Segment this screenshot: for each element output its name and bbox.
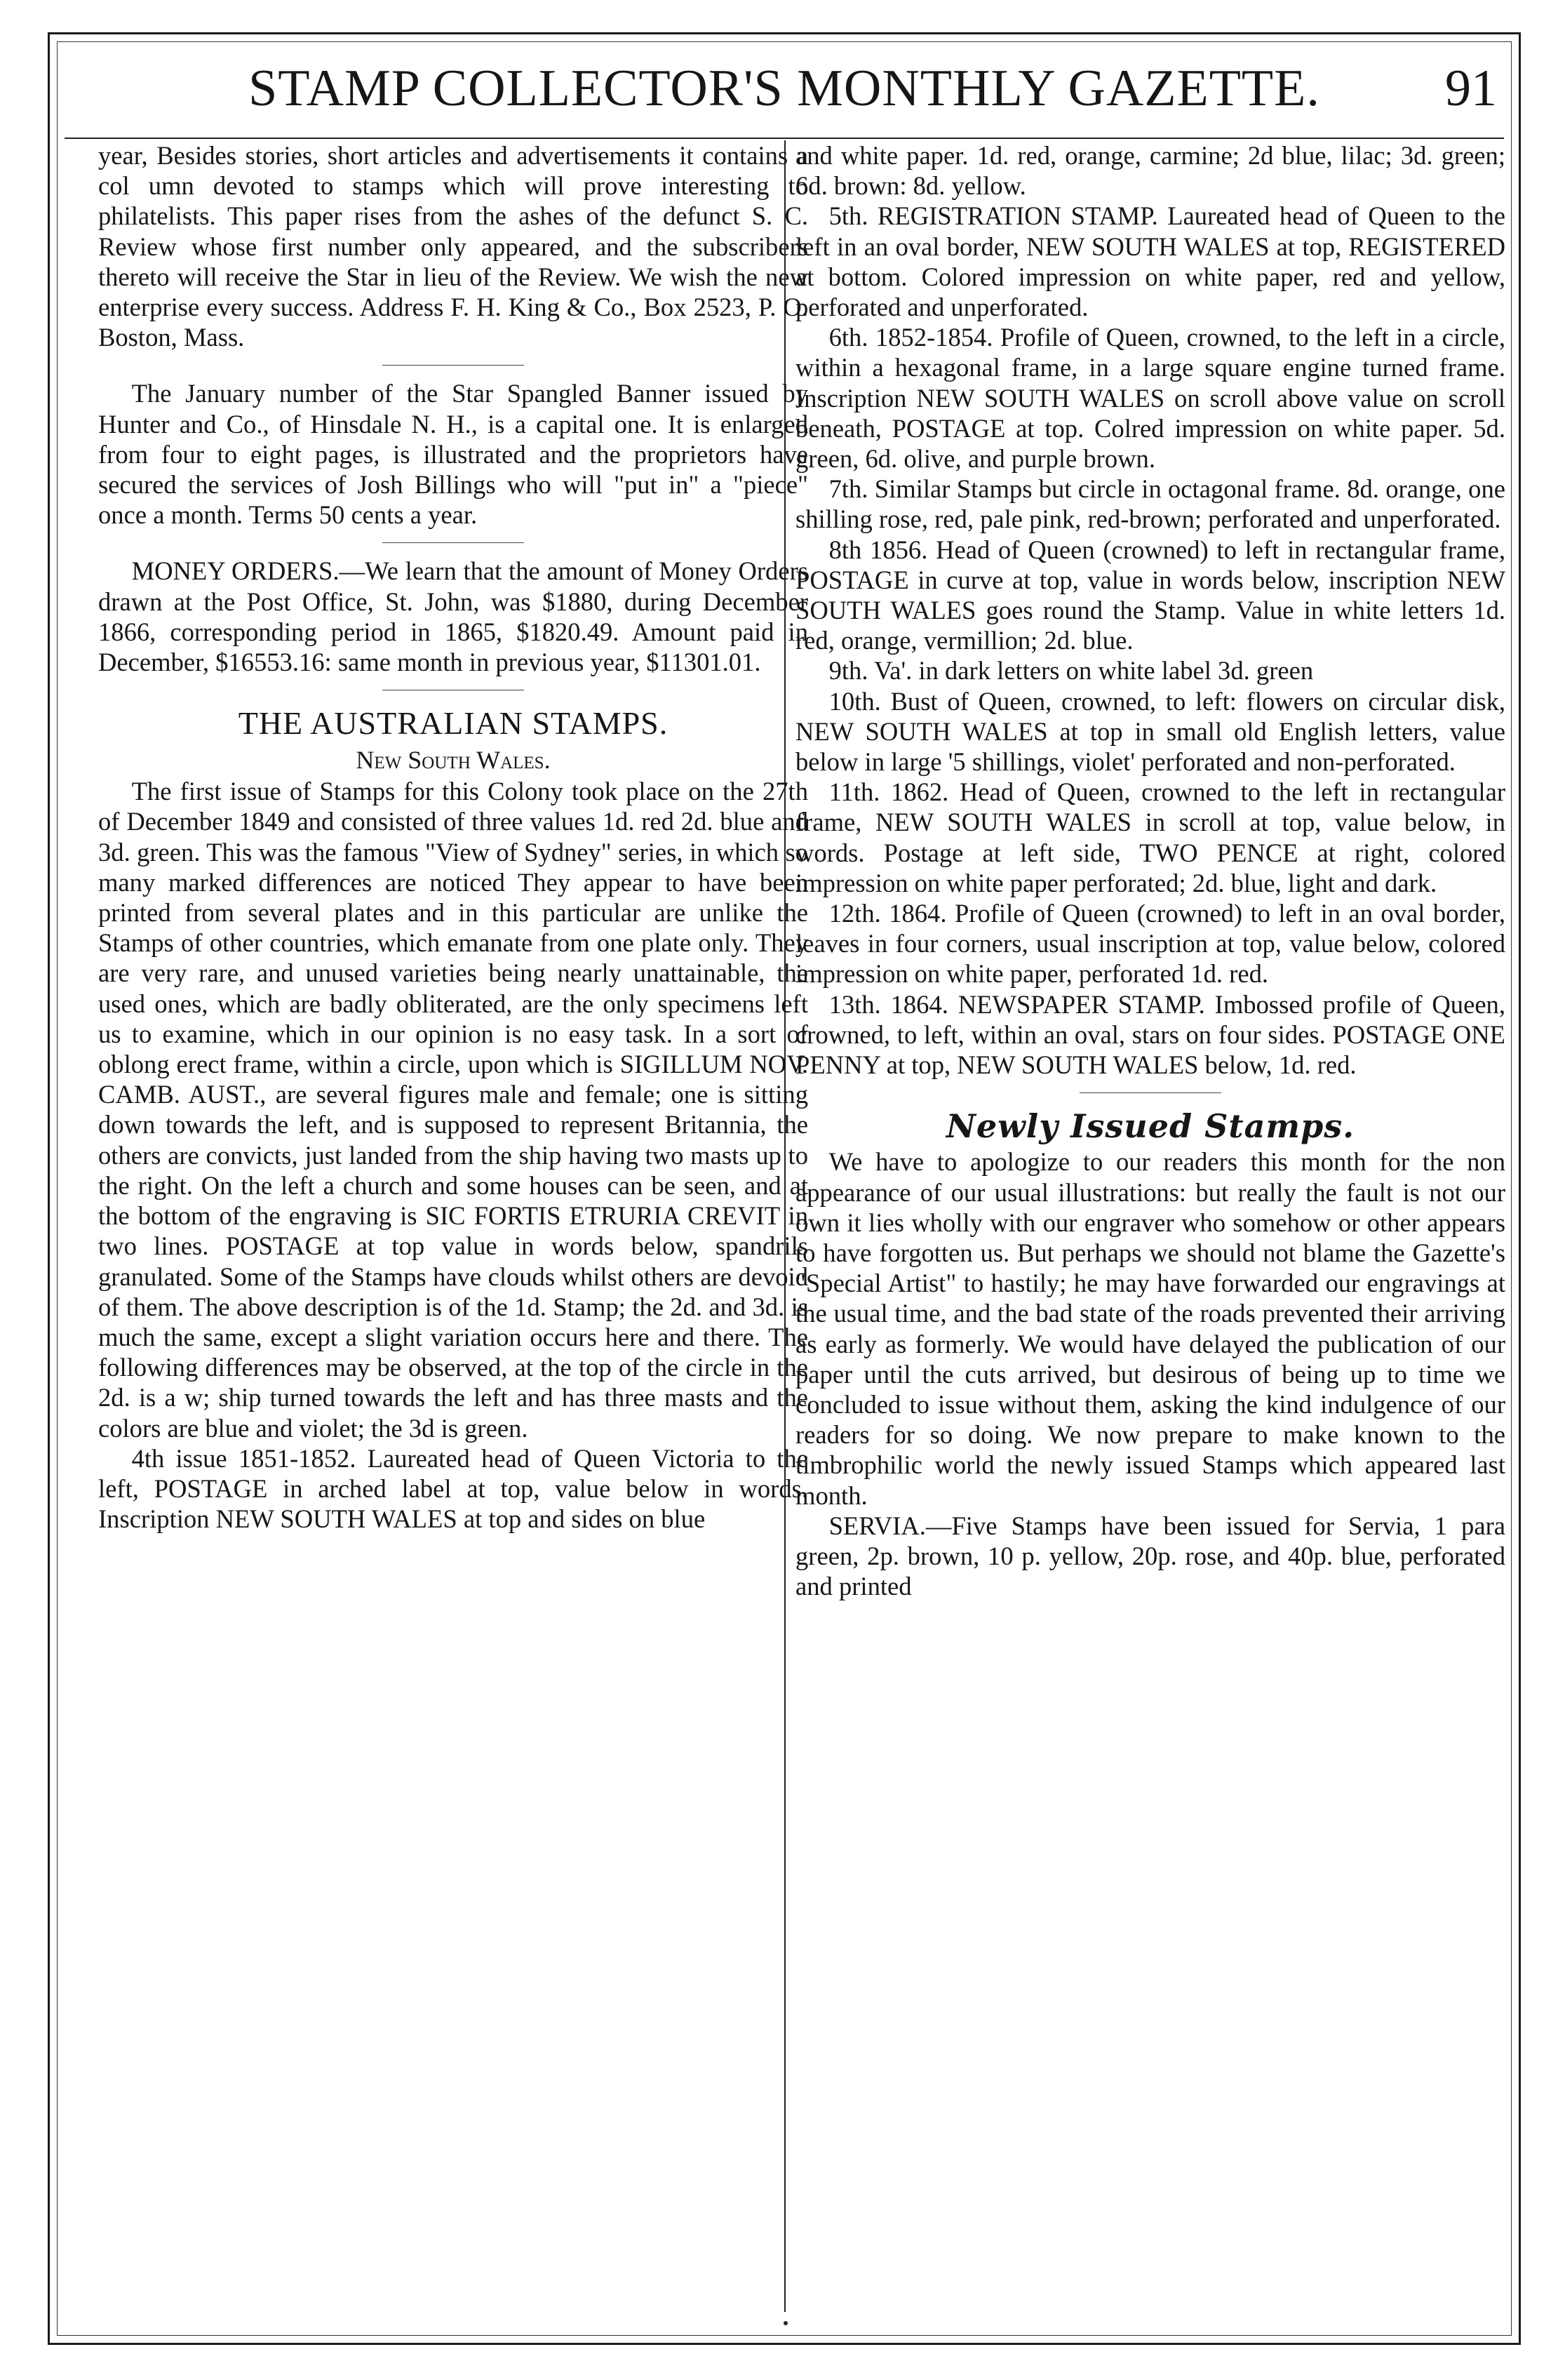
article-servia: SERVIA.—Five Stamps have been issued for Servia, 1 para green, 2p. brown, 10 p. yellow, 20p. rose, and 40p. blue, perforated and printed (795, 1511, 1505, 1601)
issue-11th: 11th. 1862. Head of Queen, crowned to the left in rectangular frame, NEW SOUTH WALES in scroll at top, value below, in words. Postage at left side, TWO PENCE at right, colored impression on white paper perforated; 2d. blue, light and dark. (795, 777, 1505, 897)
issue-6th: 6th. 1852-1854. Profile of Queen, crowned, to the left in a circle, within a hexagonal frame, in a large square engine turned frame. Inscription NEW SOUTH WALES on scroll above value on scroll beneath, POSTAGE at top. Colred impression on white paper. 5d. green, 6d. olive, and purple brown. (795, 323, 1505, 474)
issue-9th: 9th. Va'. in dark letters on white label 3d. green (828, 656, 1314, 686)
section-subtitle-new-south-wales: New South Wales. (356, 746, 551, 775)
article-fourth-issue: 4th issue 1851-1852. Laureated head of Queen Victoria to the left, POSTAGE in arched label at top, value below in words. Inscription NEW SOUTH WALES at top and sides on blue (98, 1443, 808, 1534)
issue-10th: 10th. Bust of Queen, crowned, to left: flowers on circular disk, NEW SOUTH WALES at top in small old English letters, value below in large '5 shillings, violet' perforated and non-perforated. (795, 686, 1505, 777)
issue-list-continued: and white paper. 1d. red, orange, carmine; 2d blue, lilac; 3d. green; 6d. brown: 8d. yellow. (795, 141, 1505, 201)
issue-13th-newspaper: 13th. 1864. NEWSPAPER STAMP. Imbossed profile of Queen, crowned, to left, within an oval, stars on four sides. POSTAGE ONE PENNY at top, NEW SOUTH WALES below, 1d. red. (795, 989, 1505, 1080)
issue-8th: 8th 1856. Head of Queen (crowned) to left in rectangular frame, POSTAGE in curve at top, value in words below, inscription NEW SOUTH WALES goes round the Stamp. Value in white letters 1d. red, orange, vermillion; 2d. blue. (795, 535, 1505, 655)
article-star-spangled-banner: The January number of the Star Spangled Banner issued by Hunter and Co., of Hinsdale N. H., is a capital one. It is enlarged from four to eight pages, is illustrated and the proprietors have secured the services of Josh Billings who will "put in" a "piece" once a month. Terms 50 cents a year. (98, 379, 808, 530)
page-header (65, 49, 1504, 140)
page-title: STAMP COLLECTOR'S MONTHLY GAZETTE. (248, 60, 1320, 117)
left-column (98, 140, 808, 2312)
issue-5th-registration: 5th. REGISTRATION STAMP. Laureated head of Queen to the left in an oval border, NEW SOUTH WALES at top, REGISTERED at bottom. Colored impression on white paper, red and yellow, perforated and unperforated. (795, 201, 1505, 322)
article-first-issue: The first issue of Stamps for this Colony took place on the 27th of December 1849 and consisted of three values 1d. red 2d. blue and 3d. green. This was the famous "View of Sydney" series, in which so many marked differences are noticed They appear to have been printed from several plates and in this particular are unlike the Stamps of other countries, which emanate from one plate only. They are very rare, and unused varieties being nearly unattainable, the used ones, which are badly obliterated, are the only specimens left us to examine, which in our opinion is no easy task. In a sort of oblong erect frame, within a circle, upon which is SIGILLUM NOV. CAMB. AUST., are several figures male and female; one is sitting down towards the left, and is supposed to represent Britannia, the others are convicts, just landed from the ship having two masts up to the right. On the left a church and some houses can be seen, and at the bottom of the engraving is SIC FORTIS ETRURIA CREVIT in two lines. POSTAGE at top value in words below, spandrils granulated. Some of the Stamps have clouds whilst others are devoid of them. The above description is of the 1d. Stamp; the 2d. and 3d. is much the same, except a slight variation occurs here and there. The following differences may be observed, at the top of the circle in the 2d. is a w; ship turned towards the left and has three masts and the colors are blue and violet; the 3d is green. (98, 777, 808, 1443)
article-star-paragraph: year, Besides stories, short articles and advertisements it contains a col umn devoted to stamps which will prove interesting to philatelists. This paper rises from the ashes of the defunct S. C. Review whose first number only appeared, and the subscribers thereto will receive the Star in lieu of the Review. We wish the new enterprise every success. Address F. H. King & Co., Box 2523, P. O. Boston, Mass. (98, 141, 808, 352)
article-apology: We have to apologize to our readers this month for the non appearance of our usual illustrations: but really the fault is not our own it lies wholly with our engraver who somehow or other appears to have forgotten us. But perhaps we should not blame the Gazette's "Special Artist" to hastily; he may have forwarded our engravings at the usual time, and the bad state of the roads prevented their arriving as early as formerly. We would have delayed the publication of our paper until the cuts arrived, but desirous of being up to time we concluded to issue without them, asking the kind indulgence of our readers for so doing. We now prepare to make known to the timbrophilic world the newly issued Stamps which appeared last month. (795, 1147, 1505, 1510)
page-number: 91 (1445, 60, 1497, 117)
footer-dot (784, 2321, 788, 2325)
issue-12th: 12th. 1864. Profile of Queen (crowned) to left in an oval border, leaves in four corners, usual inscription at top, value below, colored impression on white paper, perforated 1d. red. (795, 899, 1505, 989)
article-money-orders: MONEY ORDERS.—We learn that the amount of Money Orders drawn at the Post Office, St. John, was $1880, during December 1866, corresponding period in 1865, $1820.49. Amount paid in December, $16553.16: same month in previous year, $11301.01. (98, 556, 808, 677)
section-title-newly-issued: Newly Issued Stamps. (946, 1107, 1355, 1146)
header-rule (65, 138, 1504, 139)
section-title-australian-stamps: THE AUSTRALIAN STAMPS. (238, 705, 669, 742)
issue-7th: 7th. Similar Stamps but circle in octagonal frame. 8d. orange, one shilling rose, red, pale pink, red-brown; perforated and unperforated. (795, 474, 1505, 534)
right-column (795, 140, 1505, 2312)
